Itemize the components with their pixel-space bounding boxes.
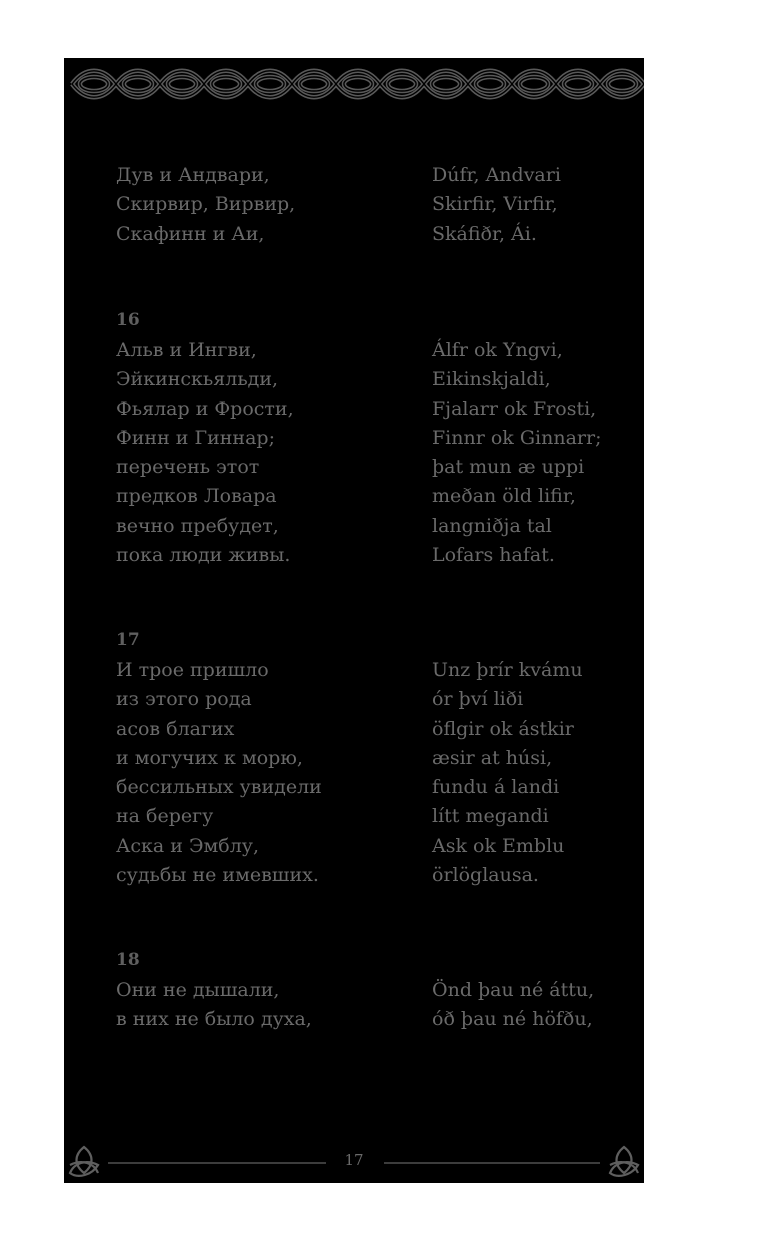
norse-line: Skáfiðr, Ái. — [432, 222, 537, 245]
norse-line: langniðja tal — [432, 514, 552, 537]
russian-line: Альв и Ингви, — [116, 339, 257, 361]
norse-line: öflgir ok ástkir — [432, 717, 574, 740]
norse-line: Lofars hafat. — [432, 544, 555, 567]
norse-column — [432, 336, 601, 570]
russian-line: из этого рода — [116, 688, 252, 711]
norse-line: meðan öld lifir, — [432, 485, 576, 508]
russian-line: Аска и Эмблу, — [116, 834, 260, 857]
norse-line: örlöglausa. — [432, 864, 539, 887]
russian-line: Дув и Андвари, — [116, 164, 270, 186]
norse-line: Önd þau né áttu, — [432, 979, 595, 1001]
norse-line: óð þau né höfðu, — [432, 1008, 593, 1031]
norse-line: Eikinskjaldi, — [432, 368, 551, 391]
russian-line: Фьялар и Фрости, — [116, 397, 294, 420]
knotwork-border — [64, 58, 644, 110]
russian-line: предков Ловара — [116, 485, 277, 508]
norse-line: ór því liði — [432, 688, 524, 711]
russian-line: Скафинн и Аи, — [116, 222, 265, 245]
norse-column — [432, 161, 561, 249]
norse-line: Ask ok Emblu — [432, 834, 565, 857]
russian-column — [116, 976, 312, 1035]
norse-line: þat mun æ uppi — [432, 456, 585, 479]
russian-line: судьбы не имевших. — [116, 864, 319, 887]
russian-line: пока люди живы. — [116, 544, 291, 567]
page-number: 17 — [344, 1151, 364, 1169]
norse-column — [432, 656, 583, 890]
russian-line: бессильных увидели — [116, 776, 322, 799]
russian-column — [116, 336, 294, 570]
russian-column — [116, 656, 322, 890]
stanza-number: 17 — [116, 630, 140, 650]
russian-line: Они не дышали, — [116, 979, 280, 1001]
norse-line: fundu á landi — [432, 776, 560, 799]
russian-line: в них не было духа, — [116, 1008, 312, 1031]
norse-line: Dúfr, Andvari — [432, 164, 561, 186]
russian-line: Эйкинскьяльди, — [116, 368, 279, 391]
norse-line: Álfr ok Yngvi, — [432, 339, 563, 361]
russian-line: Финн и Гиннар; — [116, 426, 275, 449]
russian-line: вечно пребудет, — [116, 514, 279, 537]
norse-line: Finnr ok Ginnarr; — [432, 426, 602, 449]
page-footer — [64, 1143, 644, 1183]
russian-column — [116, 161, 295, 249]
russian-line: перечень этот — [116, 456, 260, 479]
russian-line: Скирвир, Вирвир, — [116, 193, 296, 216]
norse-line: Fjalarr ok Frosti, — [432, 397, 597, 420]
stanza-number: 18 — [116, 950, 140, 970]
triquetra-icon — [70, 1147, 98, 1176]
russian-line: на берегу — [116, 805, 214, 828]
norse-line: Unz þrír kvámu — [432, 659, 583, 681]
book-page — [64, 58, 644, 1183]
russian-line: асов благих — [116, 717, 235, 740]
norse-line: lítt megandi — [432, 805, 549, 828]
russian-line: и могучих к морю, — [116, 746, 303, 769]
norse-line: Skirfir, Virfir, — [432, 193, 558, 216]
norse-column — [432, 976, 594, 1035]
norse-line: æsir at húsi, — [432, 746, 553, 769]
stanza-number: 16 — [116, 310, 140, 330]
russian-line: И трое пришло — [116, 659, 269, 681]
triquetra-icon — [610, 1147, 638, 1176]
